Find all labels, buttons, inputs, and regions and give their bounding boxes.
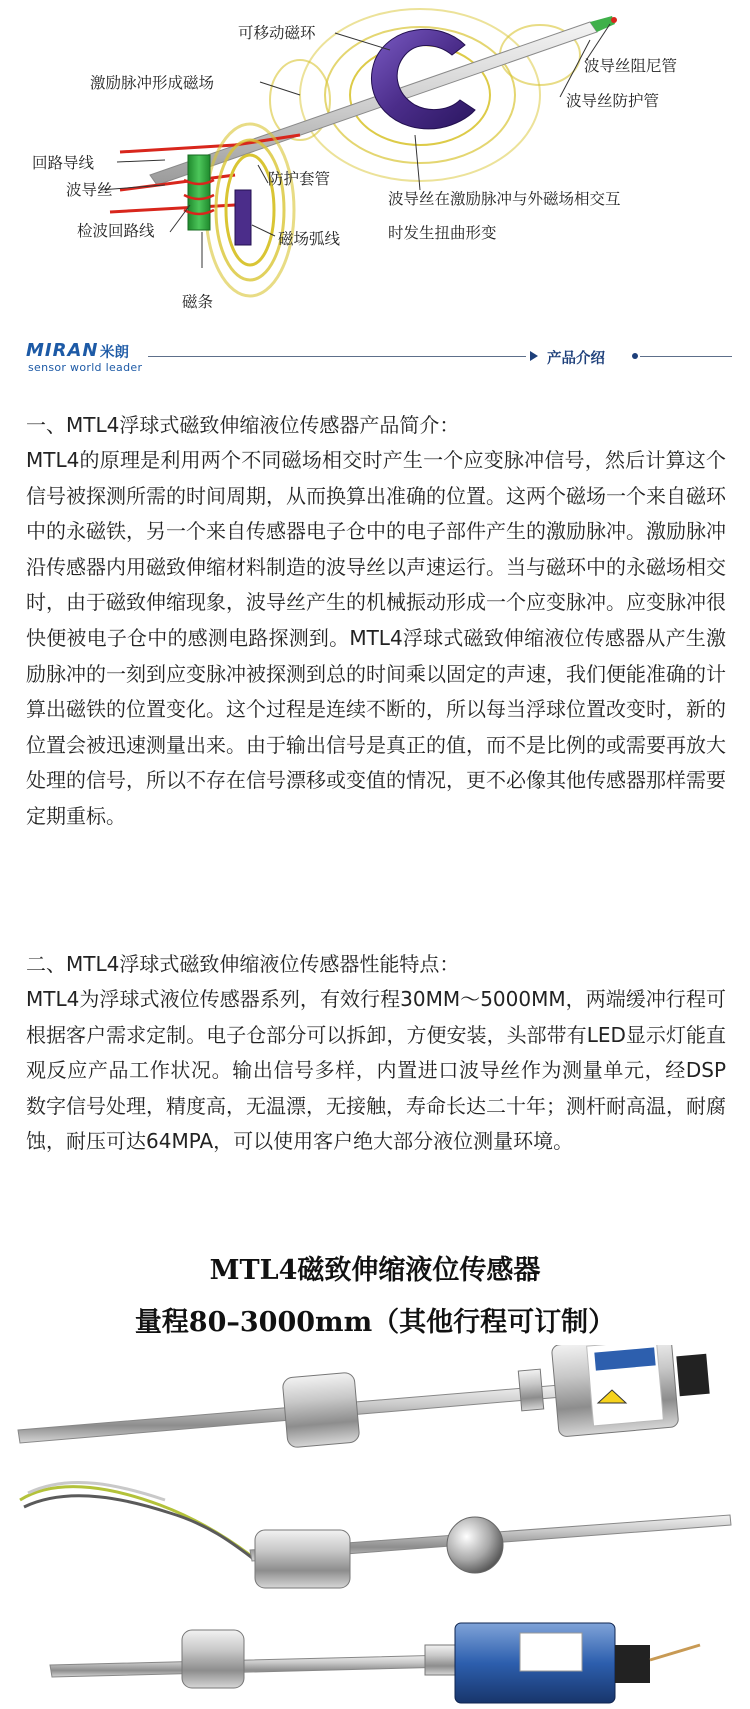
arrow-marker-icon (530, 351, 538, 361)
section2-paragraph: MTL4为浮球式液位传感器系列，有效行程30MM～5000MM，两端缓冲行程可根据客户需求定制。电子仓部分可以拆卸，方便安装，头部带有LED显示灯能直观反应产品工作状况。输出信号多样，内置进口波导丝作为测量单元，经DSP数字信号处理，精度高，无温漂，无接触，寿命长达二十年；测杆耐高温，耐腐蚀，耐压可达64MPA，可以使用客户绝大部分液位测量环境。 (26, 987, 726, 1154)
sensor-block (235, 190, 251, 245)
label-field-arc: 磁场弧线 (278, 230, 341, 248)
label-magnet-bar: 磁条 (182, 293, 214, 311)
label-movable-ring: 可移动磁环 (238, 24, 316, 42)
label-twist-line2: 时发生扭曲形变 (388, 224, 497, 242)
label-waveguide: 波导丝 (66, 181, 113, 199)
product-photos (0, 1345, 750, 1705)
dot-marker-icon (632, 353, 638, 359)
label-return-wire: 回路导线 (32, 154, 95, 172)
brand-strip (0, 330, 750, 382)
green-bar (184, 155, 214, 230)
section2-title: 二、MTL4浮球式磁致伸缩液位传感器性能特点： (26, 952, 460, 976)
label-detect-loop: 检波回路线 (77, 222, 155, 240)
section1-paragraph: MTL4的原理是利用两个不同磁场相交时产生一个应变脉冲信号，然后计算这个信号被探测所需的时间周期，从而换算出准确的位置。这两个磁场一个来自磁环中的永磁铁，另一个来自传感器电子仓中的电子部件产生的激励脉冲。激励脉冲沿传感器内用磁致伸缩材料制造的波导丝以声速运行。当与磁环中的永磁场相交时，由于磁致伸缩现象，波导丝产生的机械振动形成一个应变脉冲。应变脉冲很快便被电子仓中的感测电路探测到。MTL4浮球式磁致伸缩液位传感器从产生激励脉冲的一刻到应变脉冲被探测到总的时间乘以固定的声速，我们便能准确的计算出磁铁的位置变化。这个过程是连续不断的，所以每当浮球位置改变时，新的位置会被迅速测量出来。由于输出信号是真正的值，而不是比例的或需要再放大处理的信号，所以不存在信号漂移或变值的情况，更不必像其他传感器那样需要定期重标。 (26, 448, 726, 828)
divider-line (148, 356, 526, 357)
section1-body (26, 443, 726, 835)
brand-tagline: sensor world leader (28, 361, 143, 374)
label-guard-tube: 波导丝防护管 (566, 92, 660, 110)
divider-line (640, 356, 732, 357)
label-twist-line1: 波导丝在激励脉冲与外磁场相交互 (388, 190, 621, 208)
product-photo-3 (50, 1623, 700, 1703)
principle-diagram-graphic (0, 0, 750, 320)
product-title: MTL4磁致伸缩液位传感器 (209, 1255, 541, 1286)
principle-diagram (0, 0, 750, 320)
product-photo-1 (18, 1345, 710, 1448)
product-range: 量程80–3000mm（其他行程可订制） (134, 1307, 616, 1338)
product-photo-2 (20, 1482, 731, 1588)
label-excitation-field: 激励脉冲形成磁场 (90, 74, 215, 92)
section2-body (26, 982, 726, 1160)
brand-logo: MIRAN (26, 340, 99, 361)
product-photos-graphic (0, 1345, 750, 1705)
brand-name-cn: 米朗 (100, 345, 129, 361)
label-sleeve: 防护套管 (268, 170, 331, 188)
section-label: 产品介绍 (547, 351, 605, 367)
label-damping-tube: 波导丝阻尼管 (584, 57, 678, 75)
section1-title: 一、MTL4浮球式磁致伸缩液位传感器产品简介： (26, 413, 460, 437)
